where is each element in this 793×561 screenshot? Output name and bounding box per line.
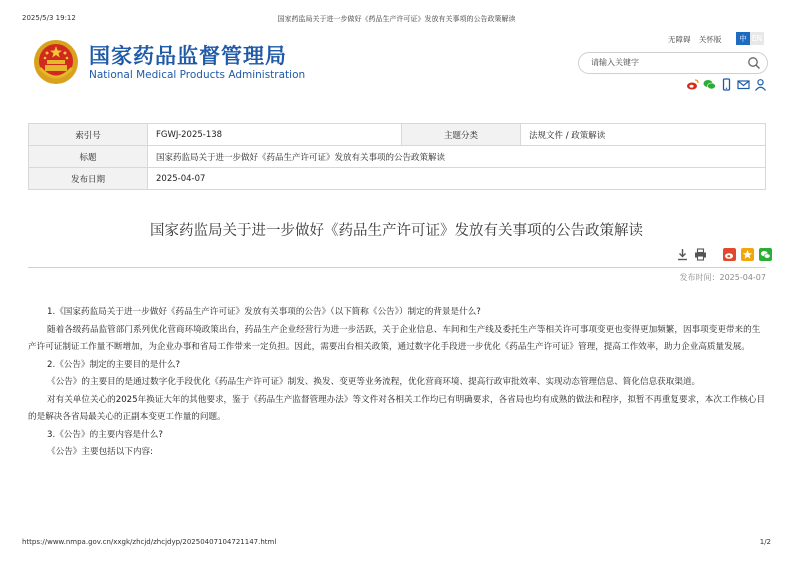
care-mode-link[interactable]: 关怀版 (698, 35, 722, 44)
print-datetime: 2025/5/3 19:12 (22, 14, 76, 22)
table-row (29, 168, 766, 190)
body-paragraph: 3.《公告》的主要内容是什么? (47, 429, 163, 440)
body-paragraph: 随着各级药品监管部门系列优化营商环境政策出台，药品生产企业经营行为进一步活跃，关于企业信息、车间和生产线及委托生产等相关许可事项变更也变得更加频繁，因事项变更带来的生产许可证制证工作量不断增加，为企业办事和省局工作带来一定负担。因此，需要出台相关政策，通过数字化手段进一步优化《药品生产许可证》管理，提高工作效率，助力企业高质量发展。 (28, 324, 761, 352)
document-meta-table (28, 123, 766, 190)
body-paragraph: 《公告》主要包括以下内容: (47, 447, 154, 457)
print-header (22, 14, 771, 26)
article-title: 国家药监局关于进一步做好《药品生产许可证》发放有关事项的公告政策解读 (150, 223, 643, 239)
table-row (29, 124, 766, 146)
page-number: 1/2 (759, 538, 771, 546)
print-icon[interactable] (694, 248, 707, 261)
wechat-icon[interactable] (703, 78, 716, 91)
national-emblem-icon (32, 38, 80, 86)
page-url: https://www.nmpa.gov.cn/xxgk/zhcjd/zhcjdyp/20250407104721147.html (22, 538, 277, 546)
date-label: 发布日期 (29, 168, 148, 190)
publish-time: 发布时间：2025-04-07 (679, 273, 766, 282)
body-paragraph: 《公告》的主要目的是通过数字化手段优化《药品生产许可证》制发、换发、变更等业务流程，优化营商环境、提高行政审批效率、实现动态管理信息、简化信息获取渠道。 (47, 377, 701, 387)
top-links (668, 34, 727, 45)
category-value: 法规文件 / 政策解读 (521, 124, 766, 146)
user-icon[interactable] (754, 78, 767, 91)
site-logo[interactable] (32, 38, 312, 88)
weibo-icon[interactable] (686, 78, 699, 91)
download-icon[interactable] (676, 248, 689, 261)
mail-icon[interactable] (737, 78, 750, 91)
table-row (29, 146, 766, 168)
weibo-share-icon[interactable] (723, 248, 736, 261)
title-value: 国家药监局关于进一步做好《药品生产许可证》发放有关事项的公告政策解读 (148, 146, 766, 168)
article-body (28, 304, 766, 462)
favorite-icon[interactable] (741, 248, 754, 261)
print-page-title: 国家药监局关于进一步做好《药品生产许可证》发放有关事项的公告政策解读 (277, 15, 516, 23)
index-value: FGWJ-2025-138 (148, 124, 402, 146)
search-input[interactable] (591, 56, 741, 69)
accessibility-link[interactable]: 无障碍 (668, 35, 691, 44)
mobile-icon[interactable] (720, 78, 733, 91)
lang-en-button[interactable]: EN (751, 34, 763, 43)
wechat-share-icon[interactable] (759, 248, 772, 261)
body-paragraph: 对有关单位关心的2025年换证大年的其他要求，鉴于《药品生产监督管理办法》等文件对各相关工作均已有明确要求，各省局也均有成熟的做法和程序，拟暂不再重复要求，本次工作核心目的是解决各省局最关心的正副本变更工作量的问题。 (28, 394, 765, 422)
language-switch (736, 32, 764, 45)
index-label: 索引号 (29, 124, 148, 146)
date-value: 2025-04-07 (148, 168, 766, 190)
title-label: 标题 (29, 146, 148, 168)
title-divider (28, 267, 766, 268)
social-links (686, 78, 767, 92)
search-box (578, 52, 768, 74)
body-paragraph: 1.《国家药监局关于进一步做好《药品生产许可证》发放有关事项的公告》（以下简称《公告》）制定的背景是什么? (47, 307, 481, 317)
body-paragraph: 2.《公告》制定的主要目的是什么? (47, 359, 181, 370)
site-name-cn: 国家药品监督管理局 (89, 44, 287, 68)
article-tools (676, 248, 772, 261)
site-name-en: National Medical Products Administration (89, 69, 306, 81)
lang-zh-button[interactable]: 中 (736, 32, 750, 45)
category-label: 主题分类 (402, 124, 521, 146)
search-icon[interactable] (747, 56, 761, 70)
